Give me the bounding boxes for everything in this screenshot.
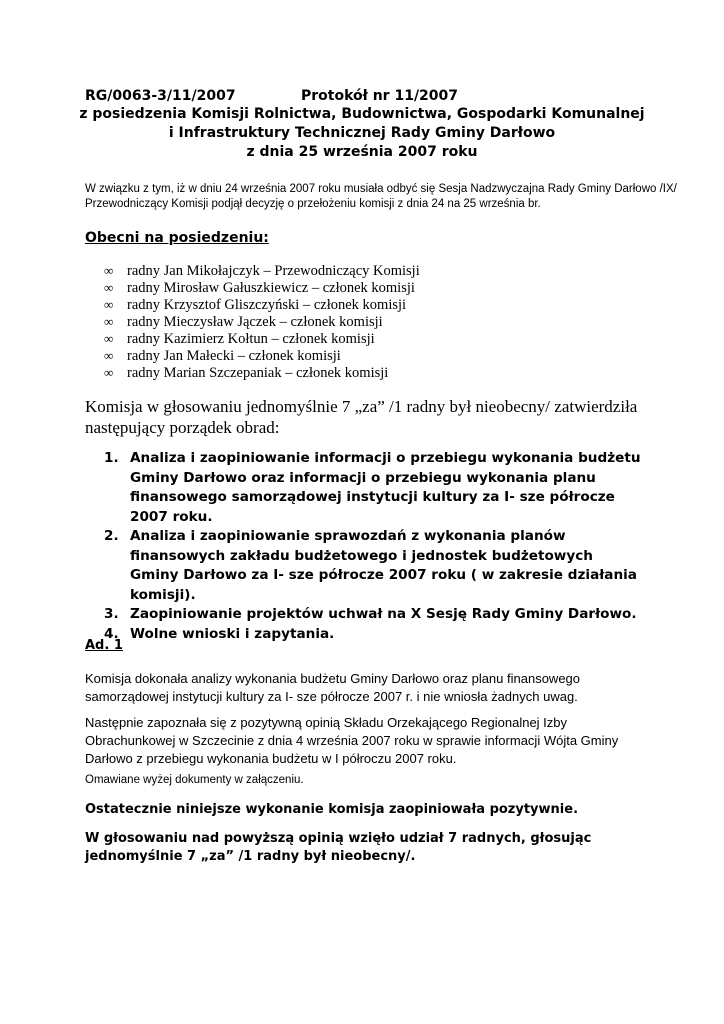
agenda-item — [104, 449, 644, 527]
agenda-text: Analiza i zaopiniowanie informacji o przebiegu wykonania budżetu Gminy Darłowo oraz informacji o przebiegu wykonania planu finansowego samorządowej instytucji kultury za I- sze półrocze 2007 roku. — [130, 450, 641, 525]
ad1-paragraph-2: Następnie zapoznała się z pozytywną opinią Składu Orzekającego Regionalnej Izby Obrachunkowej w Szczecinie z dnia 4 września 2007 roku w sprawie informacji Wójta Gminy Darłowo z przebiegu wykonania budżetu w I półroczu 2007 roku. — [85, 715, 619, 766]
attendance-heading: Obecni na posiedzeniu: — [85, 230, 269, 246]
member-name: radny Jan Mikołajczyk – Przewodniczący Komisji — [127, 263, 420, 279]
list-item — [104, 347, 420, 364]
list-item — [104, 262, 420, 279]
member-name: radny Jan Małecki – członek komisji — [127, 348, 341, 364]
list-item — [104, 296, 420, 313]
protocol-number: Protokół nr 11/2007 — [301, 88, 459, 104]
intro-line-1: W związku z tym, iż w dniu 24 września 2007 roku musiała odbyć się Sesja Nadzwyczajna Rady Gminy Darłowo /IX/ — [85, 183, 677, 195]
agenda-item — [104, 527, 644, 605]
bullet-icon: ∞ — [104, 314, 114, 329]
agenda-number: 3. — [104, 606, 119, 622]
bullet-icon: ∞ — [104, 280, 114, 295]
title-line-council: i Infrastruktury Technicznej Rady Gminy Darłowo — [168, 125, 556, 141]
agenda-number: 1. — [104, 450, 119, 466]
bullet-icon: ∞ — [104, 263, 114, 278]
agenda-item — [104, 605, 644, 625]
section-heading-ad1: Ad. 1 — [85, 638, 123, 653]
bullet-icon: ∞ — [104, 365, 114, 380]
agenda-approval-text: Komisja w głosowaniu jednomyślnie 7 „za” /1 radny był nieobecny/ zatwierdziła następujący porządek obrad: — [85, 397, 638, 437]
list-item — [104, 279, 420, 296]
reference-number: RG/0063-3/11/2007 — [85, 88, 236, 104]
agenda-list — [104, 449, 644, 644]
member-name: radny Marian Szczepaniak – członek komisji — [127, 365, 389, 381]
member-name: radny Kazimierz Kołtun – członek komisji — [127, 331, 375, 347]
agenda-text: Wolne wnioski i zapytania. — [130, 625, 335, 642]
agenda-text: Zaopiniowanie projektów uchwał na X Sesję Rady Gminy Darłowo. — [130, 606, 637, 622]
vote-result-text: W głosowaniu nad powyższą opinią wzięło udział 7 radnych, głosując jednomyślnie 7 „za” /1 radny był nieobecny/. — [85, 831, 592, 864]
member-name: radny Krzysztof Gliszczyński – członek komisji — [127, 297, 407, 313]
agenda-number: 4. — [104, 625, 119, 642]
bullet-icon: ∞ — [104, 348, 114, 363]
list-item — [104, 364, 420, 381]
ad1-paragraph-1: Komisja dokonała analizy wykonania budżetu Gminy Darłowo oraz planu finansowego samorządowej instytucji kultury za I- sze półrocze 2007 r. i nie wniosła żadnych uwag. — [85, 671, 581, 704]
agenda-text: Analiza i zaopiniowanie sprawozdań z wykonania planów finansowych zakładu budżetowego i jednostek budżetowych Gminy Darłowo za I- sze półrocze 2007 roku ( w zakresie działania komisji). — [130, 528, 637, 603]
attendance-list — [104, 262, 420, 381]
agenda-number: 2. — [104, 528, 119, 544]
bullet-icon: ∞ — [104, 331, 114, 346]
member-name: radny Mirosław Gałuszkiewicz – członek komisji — [127, 280, 415, 296]
title-line-date: z dnia 25 września 2007 roku — [246, 144, 478, 160]
list-item — [104, 313, 420, 330]
list-item — [104, 330, 420, 347]
agenda-item — [104, 625, 644, 645]
member-name: radny Mieczysław Jączek – członek komisji — [127, 314, 383, 330]
bullet-icon: ∞ — [104, 297, 114, 312]
attachments-note: Omawiane wyżej dokumenty w załączeniu. — [85, 774, 304, 786]
conclusion-text: Ostatecznie niniejsze wykonanie komisja zaopiniowała pozytywnie. — [85, 802, 579, 817]
intro-line-2: Przewodniczący Komisji podjął decyzję o przełożeniu komisji z dnia 24 na 25 września br. — [85, 198, 541, 210]
title-line-committee: z posiedzenia Komisji Rolnictwa, Budownictwa, Gospodarki Komunalnej — [79, 106, 645, 122]
